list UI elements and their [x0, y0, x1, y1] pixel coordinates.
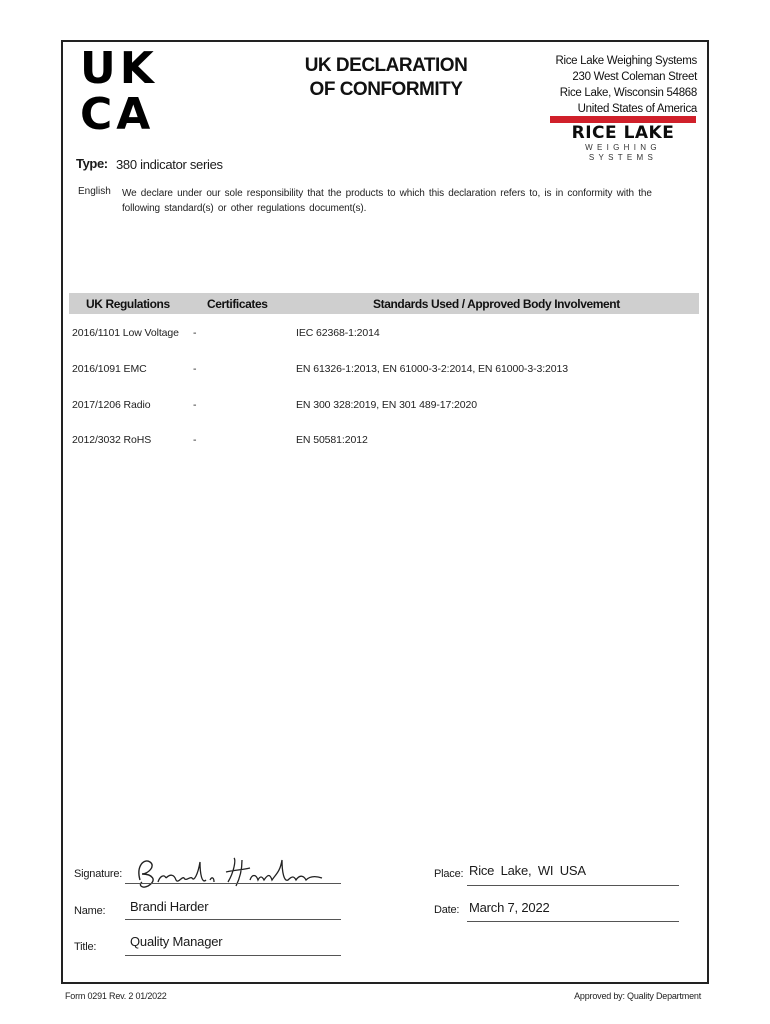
declaration-language: English [78, 186, 111, 197]
signature-line [125, 883, 341, 884]
signature-label: Signature: [74, 868, 123, 880]
regulation-cell: 2017/1206 Radio [72, 399, 151, 411]
certificate-cell: - [193, 399, 197, 411]
document-title-line1: UK DECLARATION [304, 55, 468, 76]
ukca-mark-line1: UK [80, 43, 158, 94]
title-label: Title: [74, 941, 97, 953]
rice-lake-logo-subtitle: WEIGHING SYSTEMS [585, 143, 661, 162]
company-address [497, 53, 697, 117]
place-value: Rice Lake, WI USA [469, 863, 586, 878]
standards-cell: EN 50581:2012 [296, 434, 368, 446]
table-row [69, 327, 699, 345]
regulation-cell: 2012/3032 RoHS [72, 434, 152, 446]
declaration-text: We declare under our sole responsibility that the products to which this declaration refers to, is in conformity with the following standard(s) or other regulations document(s). [122, 188, 652, 214]
date-value: March 7, 2022 [469, 900, 550, 915]
document-title-line2: OF CONFORMITY [309, 79, 463, 100]
name-line [125, 919, 341, 920]
certificate-cell: - [193, 327, 197, 339]
approved-by: Approved by: Quality Department [574, 991, 701, 1001]
regulation-cell: 2016/1091 EMC [72, 363, 147, 375]
name-value: Brandi Harder [130, 899, 209, 914]
table-header [69, 293, 699, 314]
title-line [125, 955, 341, 956]
rice-lake-logo-name: RICE LAKE [571, 123, 675, 143]
header-uk-regulations: UK Regulations [86, 297, 170, 311]
company-name: Rice Lake Weighing Systems [555, 55, 697, 67]
rice-lake-logo [550, 116, 696, 162]
certificate-cell: - [193, 434, 197, 446]
type-label: Type: [76, 156, 108, 171]
table-row [69, 434, 699, 452]
date-label: Date: [434, 904, 460, 916]
table-row [69, 363, 699, 381]
header-certificates: Certificates [207, 297, 268, 311]
page-border [61, 40, 709, 984]
name-label: Name: [74, 905, 106, 917]
document-title [282, 54, 490, 102]
standards-cell: EN 300 328:2019, EN 301 489-17:2020 [296, 399, 477, 411]
company-street: 230 West Coleman Street [572, 71, 697, 83]
header-standards: Standards Used / Approved Body Involvement [373, 297, 620, 311]
company-country: United States of America [577, 103, 697, 115]
title-value: Quality Manager [130, 934, 223, 949]
form-revision: Form 0291 Rev. 2 01/2022 [65, 991, 167, 1001]
ukca-mark-line2: CA [80, 89, 155, 140]
type-value: 380 indicator series [116, 157, 223, 172]
standards-cell: EN 61326-1:2013, EN 61000-3-2:2014, EN 61000-3-3:2013 [296, 363, 568, 375]
place-label: Place: [434, 868, 464, 880]
rice-lake-logo-bar [550, 116, 696, 123]
company-city: Rice Lake, Wisconsin 54868 [559, 87, 697, 99]
certificate-cell: - [193, 363, 197, 375]
standards-cell: IEC 62368-1:2014 [296, 327, 380, 339]
ukca-mark-logo [80, 43, 168, 140]
place-line [467, 885, 679, 886]
regulation-cell: 2016/1101 Low Voltage [72, 327, 179, 339]
date-line [467, 921, 679, 922]
table-row [69, 399, 699, 417]
handwritten-signature [130, 852, 330, 892]
